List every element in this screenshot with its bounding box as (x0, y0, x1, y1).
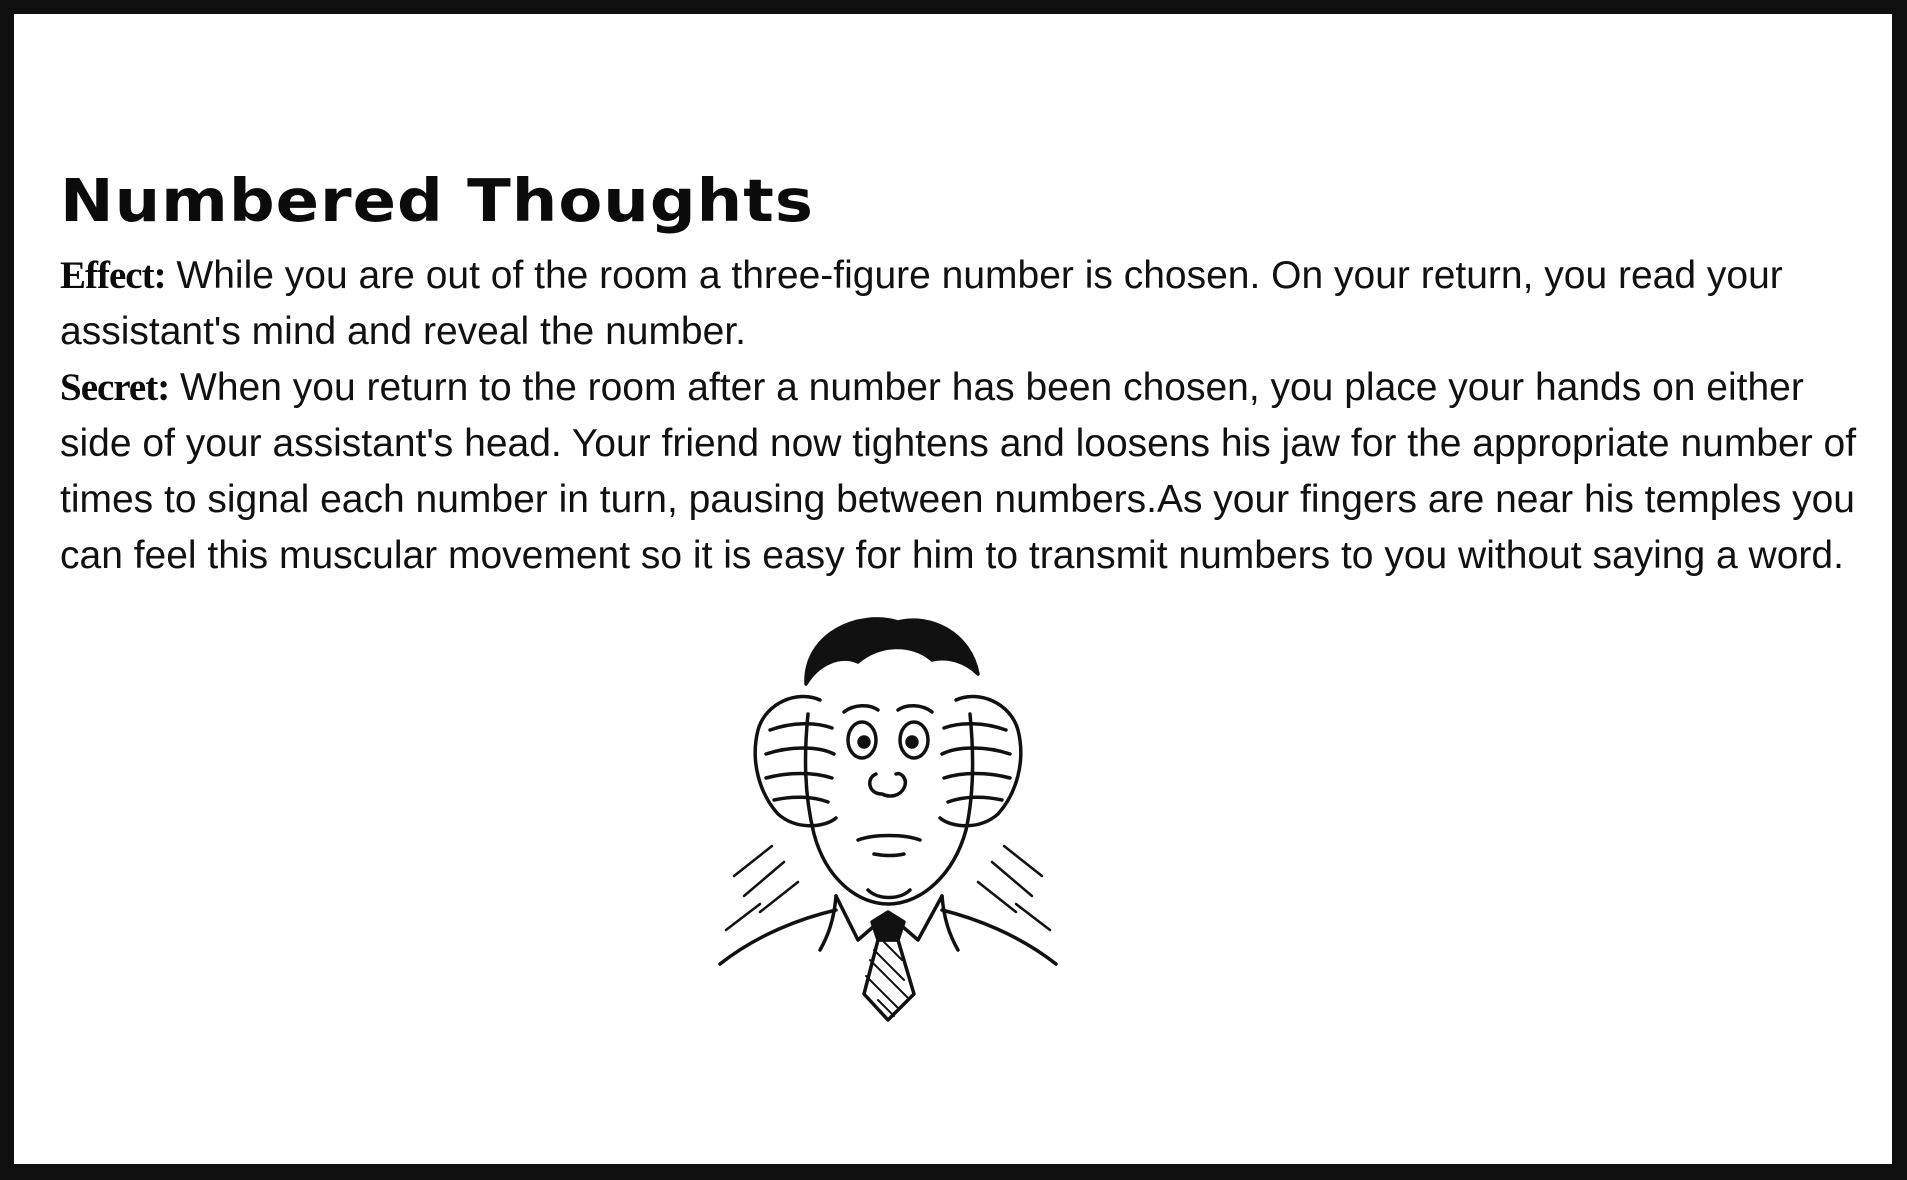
effect-text: While you are out of the room a three-figure number is chosen. On your return, you read your assistant's mind and reveal the number. (60, 254, 1783, 353)
effect-paragraph (60, 248, 1870, 360)
man-with-hands-on-head-icon (708, 604, 1068, 1024)
page-title: Numbered Thoughts (60, 167, 814, 236)
trick-card (14, 14, 1892, 1164)
secret-label: Secret: (60, 366, 170, 409)
secret-paragraph (60, 360, 1870, 584)
trick-description (60, 248, 1870, 584)
effect-label: Effect: (60, 254, 166, 297)
secret-text: When you return to the room after a number has been chosen, you place your hands on either side of your assistant's head. Your friend now tightens and loosens his jaw for the appropriate number of times to signal each number in turn, pausing between numbers.As your fingers are near his temples you can feel this muscular movement so it is easy for him to transmit numbers to you without saying a word. (60, 366, 1857, 577)
